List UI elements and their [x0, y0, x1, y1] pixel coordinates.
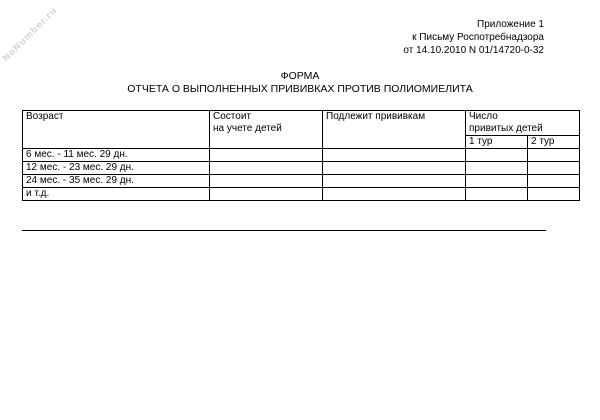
header-registered: [210, 111, 323, 149]
row-age: и т.д.: [23, 188, 210, 201]
table-header-row: [23, 111, 580, 136]
row-age: 6 мес. - 11 мес. 29 дн.: [23, 149, 210, 162]
header-registered-line2: на учете детей: [213, 122, 282, 134]
header-vaccinated: [466, 111, 580, 136]
form-title-line1: ФОРМА: [280, 70, 320, 82]
cell-subject: [323, 175, 466, 188]
appendix-reference: [403, 18, 544, 57]
cell-registered: [210, 188, 323, 201]
appendix-number: Приложение 1: [477, 19, 544, 30]
header-round1: 1 тур: [466, 136, 528, 149]
row-age: 12 мес. - 23 мес. 29 дн.: [23, 162, 210, 175]
table-row: [23, 188, 580, 201]
watermark: NoNumber.ru: [1, 5, 60, 65]
appendix-letter-ref: к Письму Роспотребнадзора: [412, 32, 544, 43]
report-table: [22, 110, 580, 201]
cell-round1: [466, 149, 528, 162]
cell-round2: [528, 175, 580, 188]
cell-round2: [528, 149, 580, 162]
header-round2: 2 тур: [528, 136, 580, 149]
cell-registered: [210, 149, 323, 162]
table-row: [23, 175, 580, 188]
header-subject: Подлежит прививкам: [323, 111, 466, 149]
header-vaccinated-line2: привитых детей: [469, 122, 543, 134]
row-age: 24 мес. - 35 мес. 29 дн.: [23, 175, 210, 188]
header-registered-line1: Состоит: [213, 111, 251, 122]
header-age: Возраст: [23, 111, 210, 149]
cell-subject: [323, 188, 466, 201]
header-vaccinated-line1: Число: [469, 111, 498, 122]
table-row: [23, 149, 580, 162]
cell-round2: [528, 188, 580, 201]
cell-registered: [210, 175, 323, 188]
table-row: [23, 162, 580, 175]
appendix-date-number: от 14.10.2010 N 01/14720-0-32: [403, 45, 544, 56]
cell-round1: [466, 188, 528, 201]
form-title-line2: ОТЧЕТА О ВЫПОЛНЕННЫХ ПРИВИВКАХ ПРОТИВ ПОЛИОМИЕЛИТА: [127, 83, 473, 95]
separator-line: [22, 230, 546, 231]
form-title: [0, 70, 600, 96]
cell-round2: [528, 162, 580, 175]
cell-round1: [466, 162, 528, 175]
cell-round1: [466, 175, 528, 188]
cell-registered: [210, 162, 323, 175]
cell-subject: [323, 162, 466, 175]
cell-subject: [323, 149, 466, 162]
